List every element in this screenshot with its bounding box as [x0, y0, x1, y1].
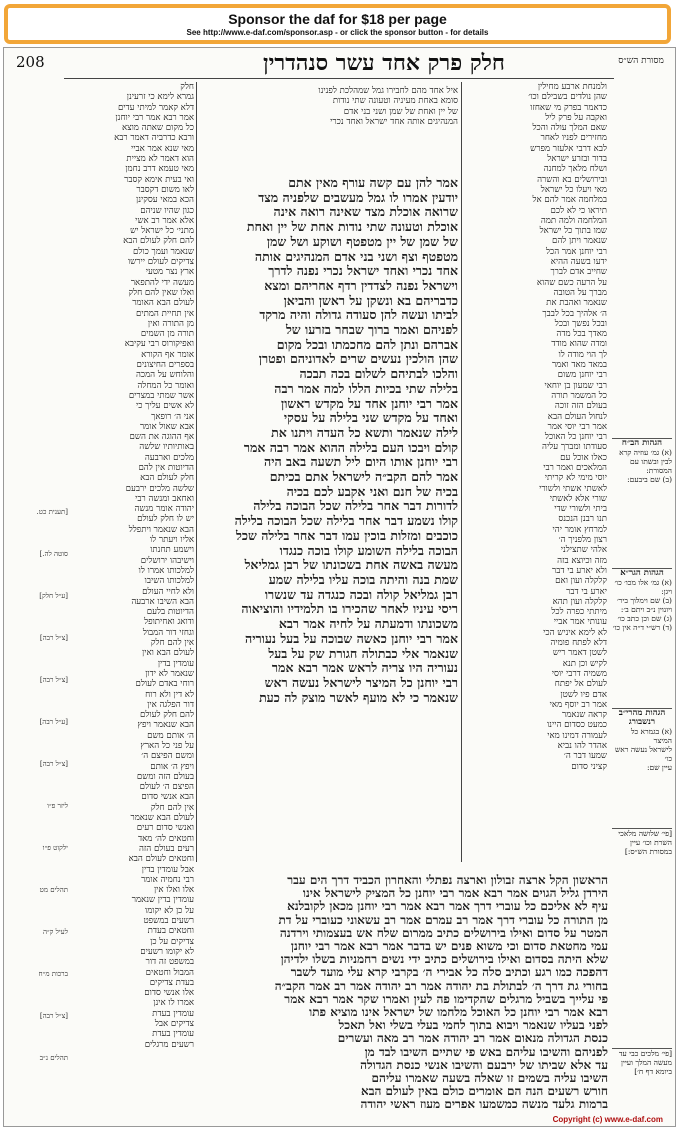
gemara-line: מטפטף וצף ושני בני אדם המנהיגים אותה: [254, 248, 458, 264]
tosafot-line: עומדין בדין: [157, 658, 194, 669]
gemara-bottom-line: עיף לא אליכם כל עוברי דרך אמר רבא אמר רבי יוחנן מכאן לקובלנא: [287, 899, 608, 914]
gemara-bottom-line: לפני בעליו שנאמר ויבוא בתוך לחמי בעלי בשלי ואל תאכל: [338, 1018, 608, 1033]
tosafot-line: לא יקומו רשעים: [140, 946, 194, 957]
gemara-line: ואחד על מקדש שני בלילה על עסקי: [283, 410, 458, 426]
gemara-line: נעוריה היו צריה לראש אמר רבא אמר: [271, 660, 458, 676]
gemara-line: רבי יוחנן כל המיצר לישראל נעשה ראש: [264, 674, 458, 690]
rashi-line: אלהי שתצילני: [560, 545, 607, 556]
gemara-line: כוכבים ומזלות בוכין עמו דבר אחר בלילה שכל: [236, 527, 458, 543]
rashi-line: קראה שנאמר: [561, 710, 607, 721]
rashi-line: רבי יוחנן משום: [557, 370, 607, 381]
tosafot-line: רוחי באדם לעולם: [135, 679, 194, 690]
rashi-line: קלקלה ועון ואם: [555, 576, 607, 587]
tosafot-line: הדיוטות אין להם: [138, 462, 194, 473]
rashi-column: [465, 82, 607, 872]
rashi-line: בעולם הזה זוכה: [554, 401, 607, 412]
gemara-line: של שמן של יין מטפטף ושוקע ושל שמן: [266, 233, 458, 249]
sidebox-line: (ד) רש״י ד״ה אין כו׳: [612, 623, 672, 632]
tosafot-line: מעשה ידי להתפאר: [130, 277, 194, 288]
rashi-line: ומדה שהוא מודד: [551, 339, 607, 350]
page-number: 208: [16, 53, 45, 71]
tosafot-line: ורבא כדרביה דאמר רבא: [114, 133, 194, 144]
tosafot-line: הכא במאי עסקינן: [136, 195, 194, 206]
rashi-line: יוסי מימי לא קריתי: [544, 473, 607, 484]
sidebox-line: ביומא דף ח׳]: [634, 1067, 672, 1076]
tosafot-line: וחטאים לה׳ מאד: [137, 833, 194, 844]
gemara-line: הבוכה בלילה השומע קולו בוכה כנגדו: [279, 542, 458, 558]
margin-note: [צ״ל רבה]: [39, 676, 68, 684]
tosafot-line: להם חלק לעולם הבא: [123, 236, 194, 247]
margin-note: [צ״ל רבה]: [39, 1012, 68, 1020]
tosafot-line: לא אשים עליך כי: [135, 401, 194, 412]
gemara-line: ריסי עיניו לאחר שהכירו בו תלמידיו והוציאוה: [241, 601, 458, 617]
rashi-line: מאי ויעלו כל ישראל: [540, 184, 607, 195]
rashi-line: ידעו בשעה ההיא: [550, 257, 607, 268]
tosafot-line: אין להם חלק: [150, 802, 194, 813]
rashi-line: ובכל נפשך ובכל: [554, 318, 607, 329]
rashi-line: ואקבה על פרק ליל: [545, 112, 607, 123]
gemara-column: [200, 176, 458, 856]
tosafot-line: עומדין בעדת: [152, 1029, 194, 1040]
tosafot-line: אין להם חלק: [150, 638, 194, 649]
header-rule: [64, 78, 614, 79]
rashi-line: אמר רב יוסף מאי: [549, 699, 607, 710]
rashi-line: מחזירים לפניו לאחר: [540, 133, 607, 144]
tosafot-line: רשעים מרגלים: [144, 1039, 194, 1050]
rashi-line: במלחמה אמר להם אל: [532, 195, 607, 206]
tosafot-line: דלא קאמר למיתי עדים: [117, 102, 194, 113]
tosafot-line: ואפיקורוס רבי עקיבא: [124, 339, 194, 350]
rashi-line: קציני סדום: [571, 761, 607, 772]
rashi-line: על הרעה כשם שהוא: [536, 277, 607, 288]
margin-note: [ע״ל חלק]: [39, 592, 68, 600]
rashi-line: רבי יוחנן אמר הכל: [546, 246, 607, 257]
sidebox-title: הגהות הגר״א: [620, 568, 664, 578]
sidebox-line: ויונוין נ״ב ויתם ב׳:: [620, 605, 672, 614]
gemara-intro-line: סומא באחת מעיניה וטעונה שתי נודות: [332, 96, 458, 107]
gemara-intro-line: המנהיגים אותה אחד ישראל ואחד נכרי: [330, 116, 458, 127]
rashi-line: ולמנחת ארבע מחילין: [537, 82, 607, 92]
margin-note: [ע״ל רבה]: [39, 718, 68, 726]
tosafot-line: ארץ נצר מטעי: [145, 267, 194, 278]
rashi-line: יארע בי דבר: [566, 586, 607, 597]
margin-title: מסורת הש״ס: [618, 56, 664, 66]
sidebox-line: [פי׳ מלכים כבי עד: [618, 1049, 672, 1058]
rashi-line: לך הוי מודה לו: [558, 349, 607, 360]
rashi-line: משמיה דרבי יוסי: [551, 668, 607, 679]
rashi-line: אמר רבי יוסי אמר: [547, 421, 607, 432]
tosafot-line: וגחזי דור המבול: [142, 627, 194, 638]
tosafot-line: להם חלק לעולם: [140, 710, 194, 721]
rashi-line: לא לימא איניש הכי: [543, 627, 607, 638]
gemara-bottom-line: הראשון הקל ארצה זבולון וארצה נפתלי והאחרון הכביד דרך הים עבר: [287, 873, 608, 887]
tosafot-line: גמרא לימא כי זרעינן: [126, 92, 194, 103]
tosafot-line: עומדין בדין שנאמר: [131, 895, 194, 906]
tosafot-line: לעולם הבא שנאמר: [130, 813, 194, 824]
rashi-line: שהן נולדים בשבילם וכו׳: [528, 92, 607, 103]
rashi-line: כדאמר בפרק מי שאחזו: [530, 102, 607, 113]
margin-note: [צ״ל רבה]: [39, 634, 68, 642]
tosafot-line: יש לו חלק לעולם: [137, 514, 194, 525]
rashi-line: ובירושלים בא והשרה: [537, 174, 607, 185]
tosafot-line: אלו ואלו אין: [153, 885, 194, 896]
gemara-bottom: [72, 874, 608, 1114]
rashi-line: רבי יוחנן כל האוכל: [544, 432, 607, 443]
gemara-bottom-line: בחורי גת דרך ה׳ לבתולת בת יהודה אמר רב יהודה אמר רב אמר הקב״ה: [274, 978, 608, 993]
sponsor-banner[interactable]: [4, 4, 671, 44]
column-rule-right: [461, 82, 462, 862]
rashi-line: שורי אלא לאשתי: [549, 493, 607, 504]
gemara-line: לפניהם ואמר ברוך שבחר בזרעו של: [285, 322, 458, 338]
tosafot-line: ואי בעית אימא קסבר: [124, 174, 194, 185]
gemara-line: אוכלת וטעונה שתי נודות אחת של יין ואחת: [246, 219, 458, 235]
sidebox-line: לבין ובשתו עם המסורת:: [629, 457, 672, 475]
tosafot-line: יהודה אומר מנשה: [134, 504, 194, 515]
gemara-bottom-line: עד אלא שביתו של ירבעם והשיבו אנשי כנסת הגדולה: [360, 1057, 608, 1072]
sidebox: [612, 438, 672, 484]
gemara-line: אמר רבי יוחנן כאשה שבוכה על בעל נעוריה: [245, 630, 458, 646]
rashi-line: שנאמר ויתן להם: [551, 236, 607, 247]
page-title: חלק פרק אחד עשר סנהדרין: [263, 50, 505, 76]
tosafot-line: צדיקים על כן: [150, 936, 194, 947]
margin-note: ליזר פ״ו: [47, 802, 68, 810]
tosafot-line: וישיבהו ירושלים: [140, 555, 194, 566]
rashi-line: שמעו דבר ה׳: [563, 751, 607, 762]
gemara-line: אמר להם הקב״ה לישראל אתם בכיתם: [269, 469, 458, 485]
sidebox-line: עיין שם:: [647, 763, 672, 772]
rashi-line: תנו רבנן הנכנס: [558, 514, 607, 525]
gemara-line: שמת בנה והיתה בוכה עליו בלילה שמע: [268, 571, 458, 587]
gemara-line: אברהם ונתן להם מחכמתו ובכל מקום: [276, 336, 458, 352]
tosafot-line: תורה מן השמים: [140, 329, 194, 340]
gemara-intro-line: של יין ואחת של שמן ושני בני אדם: [343, 106, 458, 117]
tosafot-line: לעולם הבא ואין: [142, 648, 194, 659]
tosafot-line: הבא השיבו ארבעה: [131, 596, 194, 607]
tosafot-line: מתני׳ כל ישראל יש: [130, 226, 194, 237]
tosafot-line: אלא אמר רב אשי: [135, 215, 194, 226]
tosafot-line: אלו אנשי סדום: [144, 988, 194, 999]
sidebox: [612, 568, 672, 632]
tosafot-line: שנאמר לא ידון: [145, 668, 194, 679]
rashi-line: כאלו אוכל עם: [560, 452, 607, 463]
rashi-line: סעודתו ומברך עליה: [542, 442, 607, 453]
tosafot-line: כל מקום שאתה מוצא: [121, 123, 194, 134]
gemara-intro-line: איל אחד מהם לחבירו גמל שמהלכת לפנינו: [318, 86, 458, 96]
sidebox-line: (א) גמ׳ אלו מכו׳ כו׳ ויגן:: [614, 578, 672, 596]
gemara-line: והלכו לבתיהם לשלום בכה תבכה: [299, 366, 458, 382]
tosafot-line: דור הפלגה אין: [147, 699, 194, 710]
tosafot-line: ומשם הפיצם ה׳: [141, 751, 194, 762]
gemara-line: שנאמר אלי כבתולה חגורת שק על בעל: [268, 645, 458, 661]
tosafot-line: למלכותו אמרו לו: [138, 565, 194, 576]
gemara-line: לילה שנאמר ותשא כל העדה ויתנו את: [271, 424, 458, 440]
sidebox: [612, 708, 672, 772]
gemara-line: יודעין אמרו לו גמל מעשבים שלפניה מצד: [258, 189, 458, 205]
tosafot-line: חלק: [180, 82, 194, 92]
gemara-line: וישראל נפנה לצדדין רדף אחריהם ומצא: [264, 277, 458, 293]
gemara-bottom-line: הירדן גליל הגוים אמר רבא אמר רבי יוחנן כל המציק לישראל אינו: [302, 886, 608, 901]
gemara-line: בלילה שתי בכיות הללו למה אמר רבה: [274, 380, 458, 396]
tosafot-line: חלק לעולם הבא: [140, 473, 194, 484]
tosafot-line: צדיקים אבל: [154, 1019, 194, 1030]
rashi-line: מזה וכיוצא בזה: [557, 555, 607, 566]
gemara-line: קולם ויבכו העם בלילה ההוא אמר רבה אמר: [243, 439, 458, 455]
gemara-line: שהן הולכין נעשים שרים לאדוניהם ופטרן: [258, 351, 458, 367]
rashi-line: המלחמה ולמה תמה: [540, 215, 607, 226]
sidebox-line: (א) בגמרא כל המיצר: [630, 727, 672, 745]
tosafot-line: עומדין בעדת: [152, 1008, 194, 1019]
tosafot-line: באותיותיו שלשה: [139, 442, 194, 453]
sidebox-line: לישראל נעשה ראש כו׳: [614, 745, 672, 763]
tosafot-line: אין תחיית המתים: [135, 308, 194, 319]
rashi-line: לנחול העולם הבא: [547, 411, 607, 422]
rashi-line: למרחץ אומר יהי: [552, 524, 607, 535]
margin-note: ברכות מ״ח: [38, 970, 68, 978]
rashi-line: שחייב אדם לברך: [550, 267, 607, 278]
rashi-line: שאם המלך עולה והכל: [532, 123, 607, 134]
tosafot-line: מלכים וארבעה: [144, 452, 194, 463]
rashi-line: שנאמר ואהבת את: [546, 298, 607, 309]
tosafot-line: וישמע תחנתו: [150, 545, 194, 556]
tosafot-line: הבא אנשי סדום: [141, 792, 194, 803]
gemara-line: רבי יוחנן אותו היום ליל תשעה באב היה: [264, 454, 458, 470]
tosafot-line: מאי טעמא דרב נחמן: [125, 164, 194, 175]
rashi-line: דלא לפתח פומיה: [550, 638, 607, 649]
rashi-line: המלאכים ואמר רבי: [543, 462, 607, 473]
rashi-line: לקיש וכן תנא: [562, 658, 607, 669]
gemara-top-commentary: [200, 86, 458, 174]
margin-note: ילקוט פ״ו: [42, 844, 68, 852]
rashi-line: לעמורה דמינו מאי: [547, 730, 607, 741]
rashi-line: מברך על הטובה: [553, 287, 607, 298]
rashi-line: עונותי אמר אביי: [553, 617, 607, 628]
rashi-line: בדור ובזרע ישראל: [547, 154, 607, 165]
sponsor-subtitle[interactable]: See http://www.e-daf.com/sponsor.asp - or click the sponsor button - for details: [186, 28, 489, 37]
sidebox-title: הגהות הב״ח: [621, 438, 663, 448]
tosafot-line: הבא שנאמר ויתפלל: [128, 524, 194, 535]
gemara-line: רבן גמליאל קולה ובכה כנגדה עד שנשרו: [264, 586, 458, 602]
margin-note: סוטה לה.]: [39, 550, 68, 558]
tosafot-line: מאי שנא אמר אביי: [130, 143, 194, 154]
tosafot-line: צדיקים לעולם יירשו: [127, 257, 194, 268]
sidebox-line: (א) גמ׳ עוזיה קרא: [619, 448, 672, 457]
tosafot-line: רבי נחמיה אומר: [141, 874, 194, 885]
column-rule-left: [196, 82, 197, 862]
gemara-bottom-line: המטר על סדום ואילו בירושלים כתיב ממרום שלח אש בעצמותי וירדנה: [279, 925, 608, 940]
rashi-line: אהדר להו נביא: [557, 741, 607, 751]
tosafot-line: לאו משום דקסבר: [136, 184, 194, 195]
sidebox-line: השרת וכו׳ עיין: [630, 838, 672, 847]
sidebox-line: (ג) שם וכן כתב כו׳: [617, 614, 672, 623]
sidebox-line: (ב) שם וימלוך ביר׳: [616, 596, 672, 605]
rashi-line: ולא יארע בי דבר: [552, 565, 607, 576]
rashi-line: קלקלה ועון תהא: [552, 596, 607, 607]
tosafot-line: ויפץ ה׳ אותם: [150, 761, 194, 772]
sidebox-title: הגהות מהרי״ב רנשבורג: [618, 708, 666, 727]
sidebox: [612, 828, 672, 856]
margin-note: לעיל ק״ה: [42, 928, 68, 936]
gemara-line: לביתו ועשה להן סעודה גדולה והיה מרקד: [259, 307, 458, 323]
tosafot-line: ואלו שאין להם חלק: [128, 287, 194, 298]
gemara-bottom-line: פי עלייך בשביל מרגלים שהקדימו פה לעין ואמרו שקר אמר רבא אמר: [284, 991, 608, 1006]
sidebox-line: [פי׳ שלושה מלאכי: [618, 829, 672, 838]
tosafot-line: וחטאים בעדת: [147, 926, 194, 937]
rashi-line: מיתתי כפרה לכל: [551, 607, 607, 618]
tosafot-line: ה׳ אותם משם: [147, 730, 194, 741]
gemara-line: בכיה של חנם ואני אקבע לכם בכיה: [286, 483, 458, 499]
rashi-line: תיראו כי לא לכם: [550, 205, 607, 216]
gemara-line: אמר רבי יוחנן אחד על מקדש ראשון: [281, 395, 458, 411]
tosafot-line: וחטאים לעולם הבא: [128, 854, 194, 865]
sponsor-title[interactable]: Sponsor the daf for $18 per page: [228, 11, 447, 27]
gemara-line: מעשה באשה אחת בשכונתו של רבן גמליאל: [244, 557, 458, 573]
gemara-bottom-line: חורש רשעים הנה הם אומרים כולם באין לעולם הבא: [360, 1084, 608, 1099]
tosafot-line: אומר אף הקורא: [141, 349, 194, 360]
copyright-text: Copyright (c) www.e-daf.com: [552, 1115, 663, 1124]
tosafot-line: אמרו לו אינן: [153, 998, 194, 1009]
tosafot-line: על פני כל הארץ: [140, 741, 194, 751]
tosafot-line: הדיוטות בלעם: [146, 607, 194, 618]
gemara-line: קולו נשמע דבר אחר בלילה שכל הבוכה בלילה: [234, 513, 458, 529]
rashi-line: לעולם אל יפתח: [554, 679, 607, 690]
sidebox: [612, 1048, 672, 1076]
rashi-line: רצון מלפניך ה׳: [558, 535, 607, 546]
gemara-line: משכונתו ודמעתה על לחיה אמר רבא: [278, 616, 458, 632]
tosafot-line: שנאמר ועמך כולם: [133, 246, 194, 257]
tosafot-line: אף ההוגה את השם: [129, 432, 194, 443]
tosafot-line: אבא שאול אומר: [139, 421, 194, 432]
gemara-bottom-line: השיבו עליה בשמים זו שאלה בשעה שאמרו עליהם: [371, 1071, 608, 1086]
tosafot-line: כגון שהיו שניהם: [140, 205, 194, 216]
tosafot-line: שלשה מלכים ירבעם: [125, 483, 194, 494]
rashi-line: ה׳ אלהיך בכל לבבך: [542, 308, 607, 319]
tosafot-line: הבא שנאמר ויפץ: [137, 720, 194, 731]
tosafot-line: בספרים החיצונים: [136, 360, 194, 371]
tosafot-line: אמר רבא אמר רבי יוחנן: [115, 112, 194, 123]
sidebox-line: במסורת הש״ס:]: [624, 847, 672, 856]
tosafot-line: הפיצם ה׳ לעולם: [139, 782, 194, 793]
tosafot-line: אשר שמתי במצרים: [128, 390, 194, 401]
rashi-line: במאד מאד ואמר: [551, 360, 607, 371]
gemara-bottom-line: לפניהם והשיבו עליהם באש פי שתיים השיבו לבד מן: [364, 1044, 608, 1059]
tosafot-line: אני ה׳ רופאך: [151, 411, 194, 422]
gemara-line: אחד נכרי ואחד ישראל נכרי נפנה לדרך: [268, 263, 458, 279]
tosafot-line: ודואג ואחיתופל: [144, 617, 194, 628]
gemara-line: כדבריהם בא ונשקן על ראשן והביאן: [283, 292, 458, 308]
rashi-line: לשטן דאמר ריש: [552, 648, 607, 659]
rashi-line: שמו בתוך כל ישראל: [539, 226, 607, 237]
rashi-line: רבי שמעון בן יוחאי: [544, 380, 607, 391]
tosafot-line: לעולם הבא האומר: [132, 298, 194, 309]
margin-note: [צ״ל רבה]: [39, 760, 68, 768]
tosafot-line: בעולם הזה ומשם: [136, 771, 194, 782]
tosafot-line: והלוחש על המכה: [135, 370, 194, 381]
talmud-page: [3, 47, 676, 1127]
gemara-bottom-line: ברמות גלעד מנשה כמשמעו אפרים מעוז ראשי יהודה: [360, 1097, 608, 1112]
tosafot-line: למלכותו השיבו: [144, 576, 194, 587]
gemara-line: אמר להן עם קשה עורף מאין אתם: [288, 175, 458, 190]
margin-note: תהלים מט: [39, 886, 68, 894]
tosafot-line: על כן לא יקומו: [145, 905, 194, 916]
gemara-line: שרואה אוכלת מצד שאינה רואה אינה: [273, 204, 458, 220]
sidebox-line: (ב) שם ביבעם:: [627, 475, 672, 484]
margin-note: [תענית כט.: [36, 508, 68, 516]
gemara-bottom-line: מן התורה כל עוברי דרך אמר רב עמרם אמר רב עשאוני כעוברי על דת: [278, 912, 608, 927]
gemara-bottom-line: דהפכה כמו רגע וכתיב סלה כל אבירי ה׳ בקרבי קרא עלי מועד לשבר: [290, 965, 608, 980]
tosafot-line: ולא לחיי העולם: [142, 586, 194, 597]
rashi-line: אדם פיו לשטן: [560, 689, 607, 700]
gemara-bottom-line: כנסת הגדולה מנאום אמר רב יהודה אמר רב מאה ועשרים: [337, 1031, 608, 1046]
tosafot-line: בעדת צדיקים: [149, 977, 194, 988]
tosafot-line: רשעים במשפט: [143, 916, 194, 927]
tosafot-column: [72, 82, 194, 1050]
tosafot-line: הוא דאמר לא מציית: [126, 154, 194, 165]
rashi-line: לאשתי אשתי ולשורי: [539, 483, 607, 494]
sidebox-line: מעשה המלך ועיין: [620, 1058, 672, 1067]
tosafot-line: אבל עומדין בדין: [141, 864, 194, 875]
gemara-bottom-line: עמי מחטאת סדום וכי משוא פנים יש בדבר אמר רבא אמר רבי יוחנן: [290, 939, 608, 954]
tosafot-line: ואחאב ומנשה רבי: [135, 493, 194, 504]
tosafot-line: במשפט זה דור: [145, 957, 194, 968]
rashi-line: כל המשמר תורה: [551, 390, 607, 401]
rashi-line: ושלח מלאך למחנה: [543, 164, 607, 175]
gemara-line: לדורות דבר אחר בלילה שכל הבוכה בלילה: [253, 498, 458, 514]
gemara-bottom-line: רבא אמר רבי יוחנן כל האוכל מלחמו של ישראל אינו מוציא פתו: [309, 1005, 608, 1020]
tosafot-line: אליו ויעתר לו: [149, 535, 194, 546]
margin-note: תהלים נ״ב: [39, 1054, 68, 1062]
rashi-line: מאדך בכל מדה: [556, 329, 607, 340]
tosafot-line: לא דין ולא רוח: [145, 689, 194, 700]
tosafot-line: המבול וחטאים: [145, 967, 194, 978]
rashi-line: כמעט כסדום היינו: [546, 720, 607, 731]
tosafot-line: ואומר כל המחלה: [137, 380, 194, 391]
tosafot-line: מן התורה ואין: [147, 318, 194, 329]
gemara-bottom-line: שלא היתה בסדום ואילו בירושלים כתיב ידי נשים רחמניות בשלו ילדיהן: [280, 952, 608, 967]
tosafot-line: ואנשי סדום רעים: [136, 823, 194, 834]
gemara-line: שנאמר כי לא מועף לאשר מוצק לה כעת: [259, 689, 458, 705]
tosafot-line: רעים בעולם הזה: [138, 843, 194, 854]
rashi-line: ביתי ולשורי שדי: [554, 504, 607, 515]
rashi-line: לבא דרבי אלעזר מפרש: [530, 143, 607, 154]
